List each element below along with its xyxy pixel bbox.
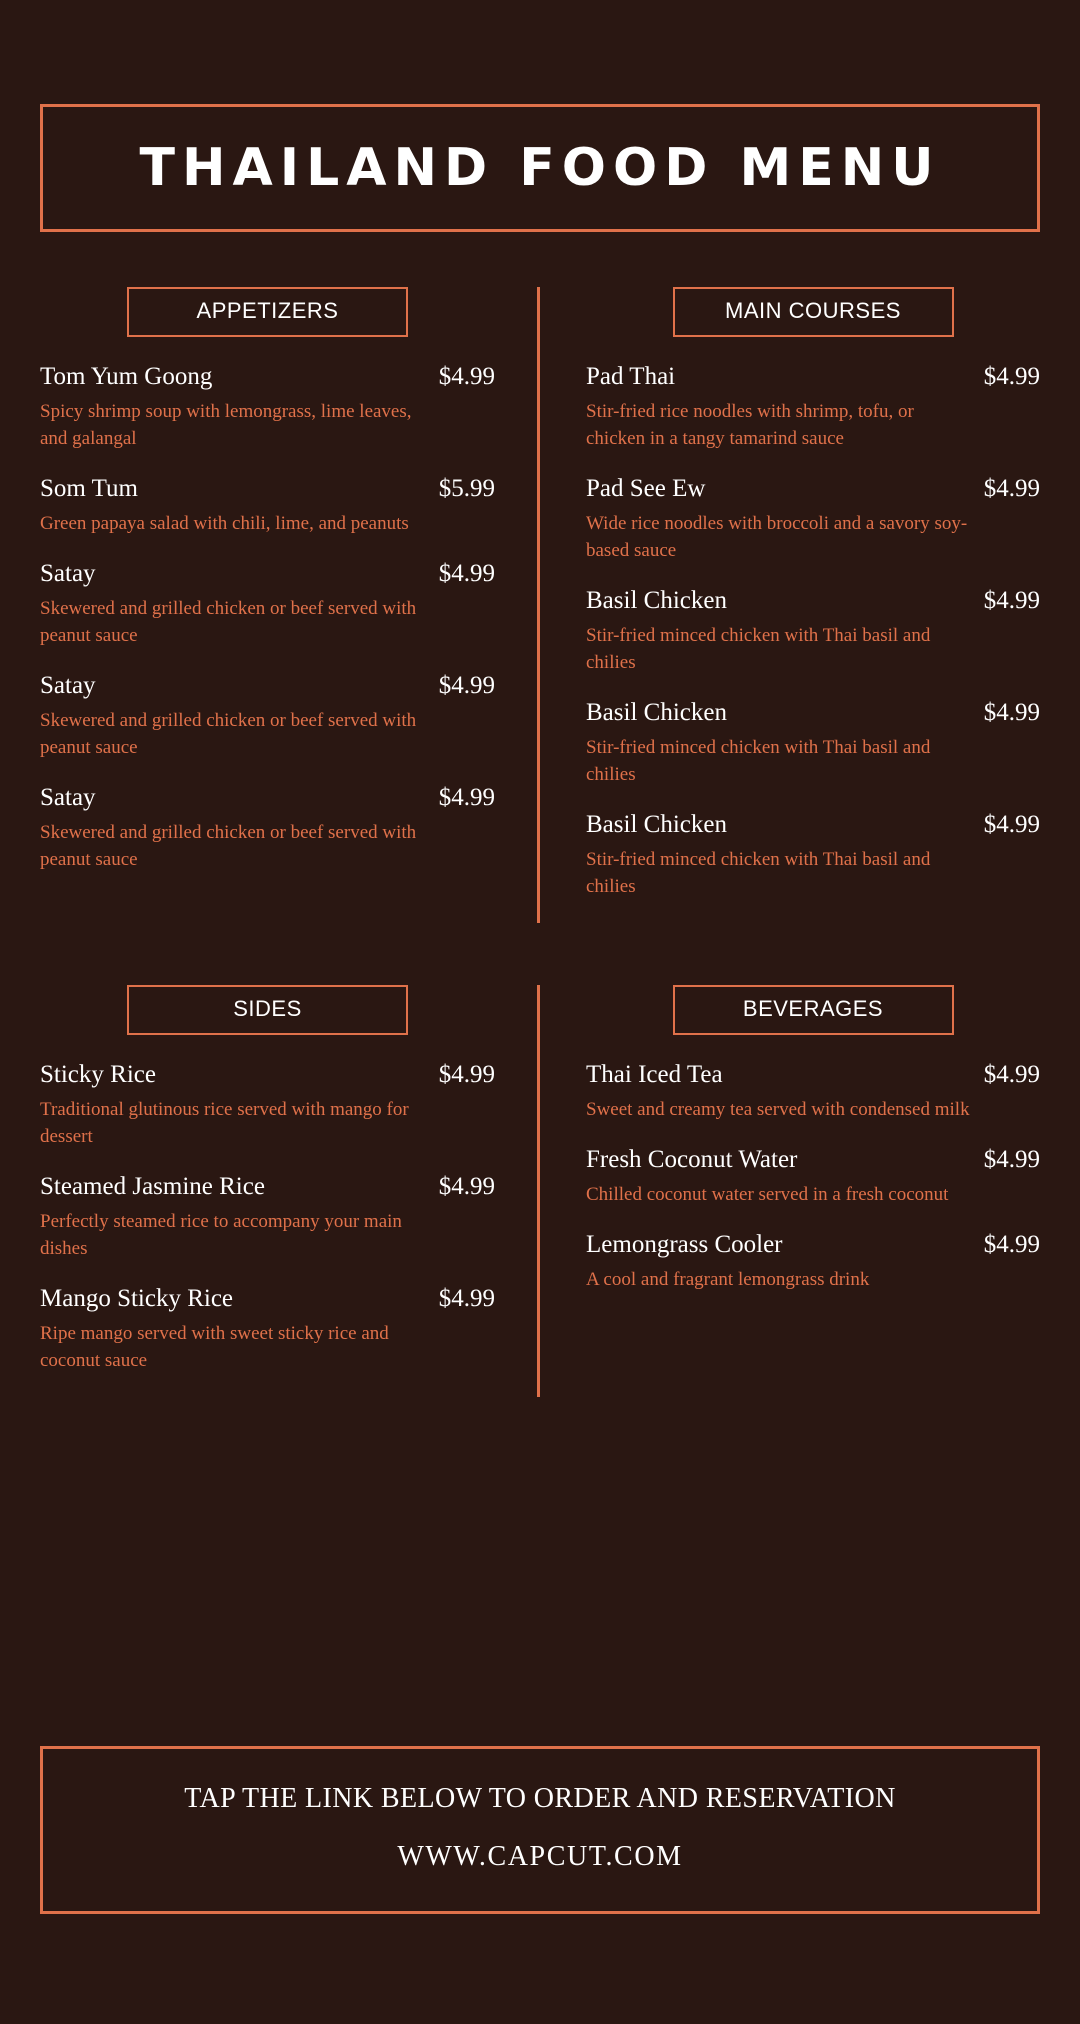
- category-title-main-courses: MAIN COURSES: [673, 287, 954, 337]
- menu-item-price: $4.99: [983, 586, 1040, 614]
- menu-item: [586, 1146, 1040, 1209]
- category-header-wrap: [586, 985, 1040, 1035]
- menu-item-description: Stir-fried minced chicken with Thai basil and chilies: [586, 736, 931, 785]
- category-header-wrap: [586, 287, 1040, 337]
- menu-item-name: Pad Thai: [586, 363, 676, 390]
- menu-item-name: Mango Sticky Rice: [40, 1284, 234, 1312]
- section-row-2: [40, 985, 1040, 1397]
- menu-item-head: [586, 1231, 1040, 1259]
- menu-item-name: Pad See Ew: [586, 474, 706, 502]
- menu-item-name: Basil Chicken: [586, 810, 727, 838]
- menu-item-head: [40, 784, 495, 812]
- category-header-wrap: [40, 287, 495, 337]
- menu-item-head: [586, 699, 1040, 727]
- menu-page: [0, 104, 1080, 2024]
- section-main-courses: [540, 287, 1040, 923]
- menu-item-price: $4.99: [438, 1060, 495, 1088]
- menu-item: [40, 784, 495, 874]
- menu-item-price: $4.99: [438, 1172, 495, 1200]
- menu-item-price: $4.99: [983, 363, 1040, 390]
- menu-item: [40, 475, 495, 538]
- category-title-beverages: BEVERAGES: [673, 985, 954, 1035]
- menu-item-description: Sweet and creamy tea served with condensed milk: [586, 1098, 970, 1120]
- menu-item-head: [586, 1061, 1040, 1089]
- menu-item-description: Chilled coconut water served in a fresh coconut: [586, 1183, 949, 1205]
- footer-cta-box: [40, 1746, 1040, 1914]
- footer-website-link[interactable]: WWW.CAPCUT.COM: [397, 1841, 683, 1872]
- menu-item-price: $4.99: [438, 783, 495, 811]
- menu-item: [40, 363, 495, 453]
- menu-item-name: Satay: [40, 671, 96, 699]
- menu-item-price: $5.99: [438, 474, 495, 502]
- menu-item-head: [40, 475, 495, 503]
- menu-item-description: Skewered and grilled chicken or beef served with peanut sauce: [40, 597, 417, 646]
- menu-item-name: Satay: [40, 559, 96, 587]
- menu-item-name: Thai Iced Tea: [586, 1060, 723, 1088]
- menu-item-description: Skewered and grilled chicken or beef served with peanut sauce: [40, 821, 417, 870]
- menu-item: [586, 811, 1040, 901]
- section-row-1: [40, 287, 1040, 923]
- menu-title-box: [40, 104, 1040, 232]
- section-sides: [40, 985, 540, 1397]
- category-title-sides: SIDES: [127, 985, 408, 1035]
- menu-item-description: Stir-fried minced chicken with Thai basil and chilies: [586, 848, 931, 897]
- category-title-appetizers: APPETIZERS: [127, 287, 408, 337]
- menu-item-description: Spicy shrimp soup with lemongrass, lime leaves, and galangal: [40, 401, 412, 449]
- menu-item-price: $4.99: [438, 363, 495, 390]
- menu-item-description: Perfectly steamed rice to accompany your main dishes: [40, 1210, 402, 1259]
- menu-item-description: Stir-fried rice noodles with shrimp, tofu, or chicken in a tangy tamarind sauce: [586, 401, 914, 449]
- menu-item-price: $4.99: [983, 1145, 1040, 1173]
- footer-cta-text: TAP THE LINK BELOW TO ORDER AND RESERVATION: [184, 1783, 896, 1814]
- menu-item: [40, 1285, 495, 1375]
- menu-item-description: Green papaya salad with chili, lime, and peanuts: [40, 512, 409, 534]
- menu-item-head: [40, 1061, 495, 1089]
- menu-item: [586, 587, 1040, 677]
- menu-item-name: Basil Chicken: [586, 586, 727, 614]
- menu-item-description: Stir-fried minced chicken with Thai basil and chilies: [586, 624, 931, 673]
- menu-item-head: [586, 363, 1040, 391]
- menu-item-head: [40, 363, 495, 391]
- menu-item-description: Traditional glutinous rice served with mango for dessert: [40, 1098, 409, 1147]
- menu-item: [40, 1173, 495, 1263]
- page-title: THAILAND FOOD MENU: [139, 138, 941, 198]
- menu-item-description: Skewered and grilled chicken or beef served with peanut sauce: [40, 709, 417, 758]
- menu-item: [586, 475, 1040, 565]
- menu-item-description: Wide rice noodles with broccoli and a savory soy-based sauce: [586, 512, 968, 561]
- menu-item: [586, 1231, 1040, 1294]
- menu-item-name: Tom Yum Goong: [40, 363, 213, 390]
- menu-item-name: Steamed Jasmine Rice: [40, 1172, 265, 1200]
- section-appetizers: [40, 287, 540, 923]
- menu-item-description: A cool and fragrant lemongrass drink: [586, 1268, 870, 1290]
- category-header-wrap: [40, 985, 495, 1035]
- menu-item-name: Satay: [40, 783, 96, 811]
- menu-item-name: Sticky Rice: [40, 1060, 156, 1088]
- menu-item-price: $4.99: [983, 474, 1040, 502]
- menu-item: [40, 672, 495, 762]
- menu-item: [586, 1061, 1040, 1124]
- menu-item-name: Basil Chicken: [586, 698, 727, 726]
- menu-item-price: $4.99: [438, 1284, 495, 1312]
- menu-item-price: $4.99: [983, 810, 1040, 838]
- section-beverages: [540, 985, 1040, 1397]
- menu-item-name: Fresh Coconut Water: [586, 1145, 798, 1173]
- menu-item-head: [586, 475, 1040, 503]
- menu-item-head: [586, 1146, 1040, 1174]
- menu-item-description: Ripe mango served with sweet sticky rice and coconut sauce: [40, 1322, 389, 1371]
- menu-item-head: [586, 811, 1040, 839]
- menu-item: [586, 363, 1040, 453]
- menu-item-name: Som Tum: [40, 474, 138, 502]
- menu-item-name: Lemongrass Cooler: [586, 1230, 783, 1258]
- menu-item-price: $4.99: [983, 1230, 1040, 1258]
- menu-item-head: [40, 672, 495, 700]
- menu-item-head: [40, 1285, 495, 1313]
- menu-item: [586, 699, 1040, 789]
- menu-item: [40, 1061, 495, 1151]
- menu-item-head: [40, 560, 495, 588]
- menu-item-price: $4.99: [438, 671, 495, 699]
- menu-item-price: $4.99: [438, 559, 495, 587]
- menu-item: [40, 560, 495, 650]
- menu-item-price: $4.99: [983, 1060, 1040, 1088]
- menu-item-head: [40, 1173, 495, 1201]
- menu-item-price: $4.99: [983, 698, 1040, 726]
- menu-item-head: [586, 587, 1040, 615]
